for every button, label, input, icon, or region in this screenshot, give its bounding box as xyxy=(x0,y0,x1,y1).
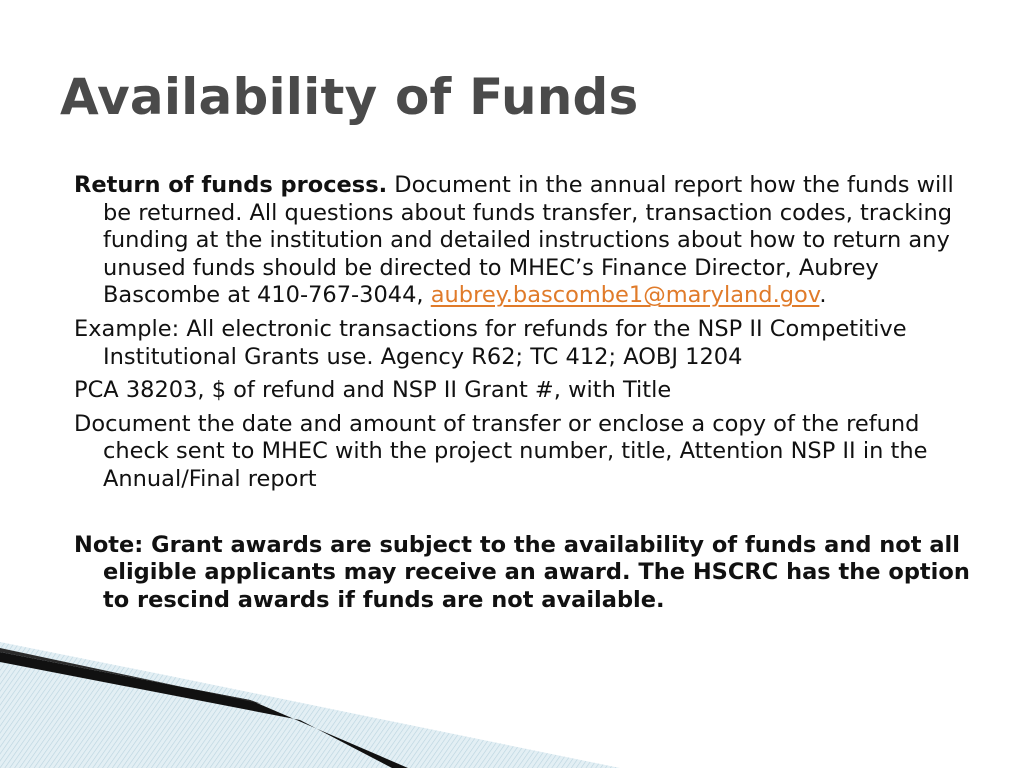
pca-paragraph: PCA 38203, $ of refund and NSP II Grant #, with Title xyxy=(74,377,672,404)
return-of-funds-text: Document in the annual report how the funds will be returned. All questions about funds transfer, transaction codes, tracking funding at the institution and detailed instructions about how to return any unused funds should be directed to MHEC’s Finance Director, Aubrey Bascombe at 410-767-3044, xyxy=(103,172,954,309)
document-transfer-paragraph: Document the date and amount of transfer or enclose a copy of the refund check sent to MHEC with the project number, title, Attention NSP II in the Annual/Final report xyxy=(74,410,928,492)
return-of-funds-heading: Return of funds process. xyxy=(74,172,388,198)
example-paragraph: Example: All electronic transactions for refunds for the NSP II Competitive Institutional Grants use. Agency R62; TC 412; AOBJ 1204 xyxy=(74,315,907,370)
note-paragraph: Note: Grant awards are subject to the availability of funds and not all eligible applicants may receive an award. The HSCRC has the option to rescind awards if funds are not available. xyxy=(74,531,970,613)
slide-title: Availability of Funds xyxy=(60,68,639,126)
decor-light-band xyxy=(0,642,620,768)
return-of-funds-end: . xyxy=(819,282,827,309)
return-of-funds-paragraph xyxy=(74,172,974,310)
finance-director-email-link[interactable]: aubrey.bascombe1@maryland.gov xyxy=(430,282,820,309)
decorative-corner-swoosh xyxy=(0,600,1024,768)
slide-body xyxy=(74,172,974,614)
